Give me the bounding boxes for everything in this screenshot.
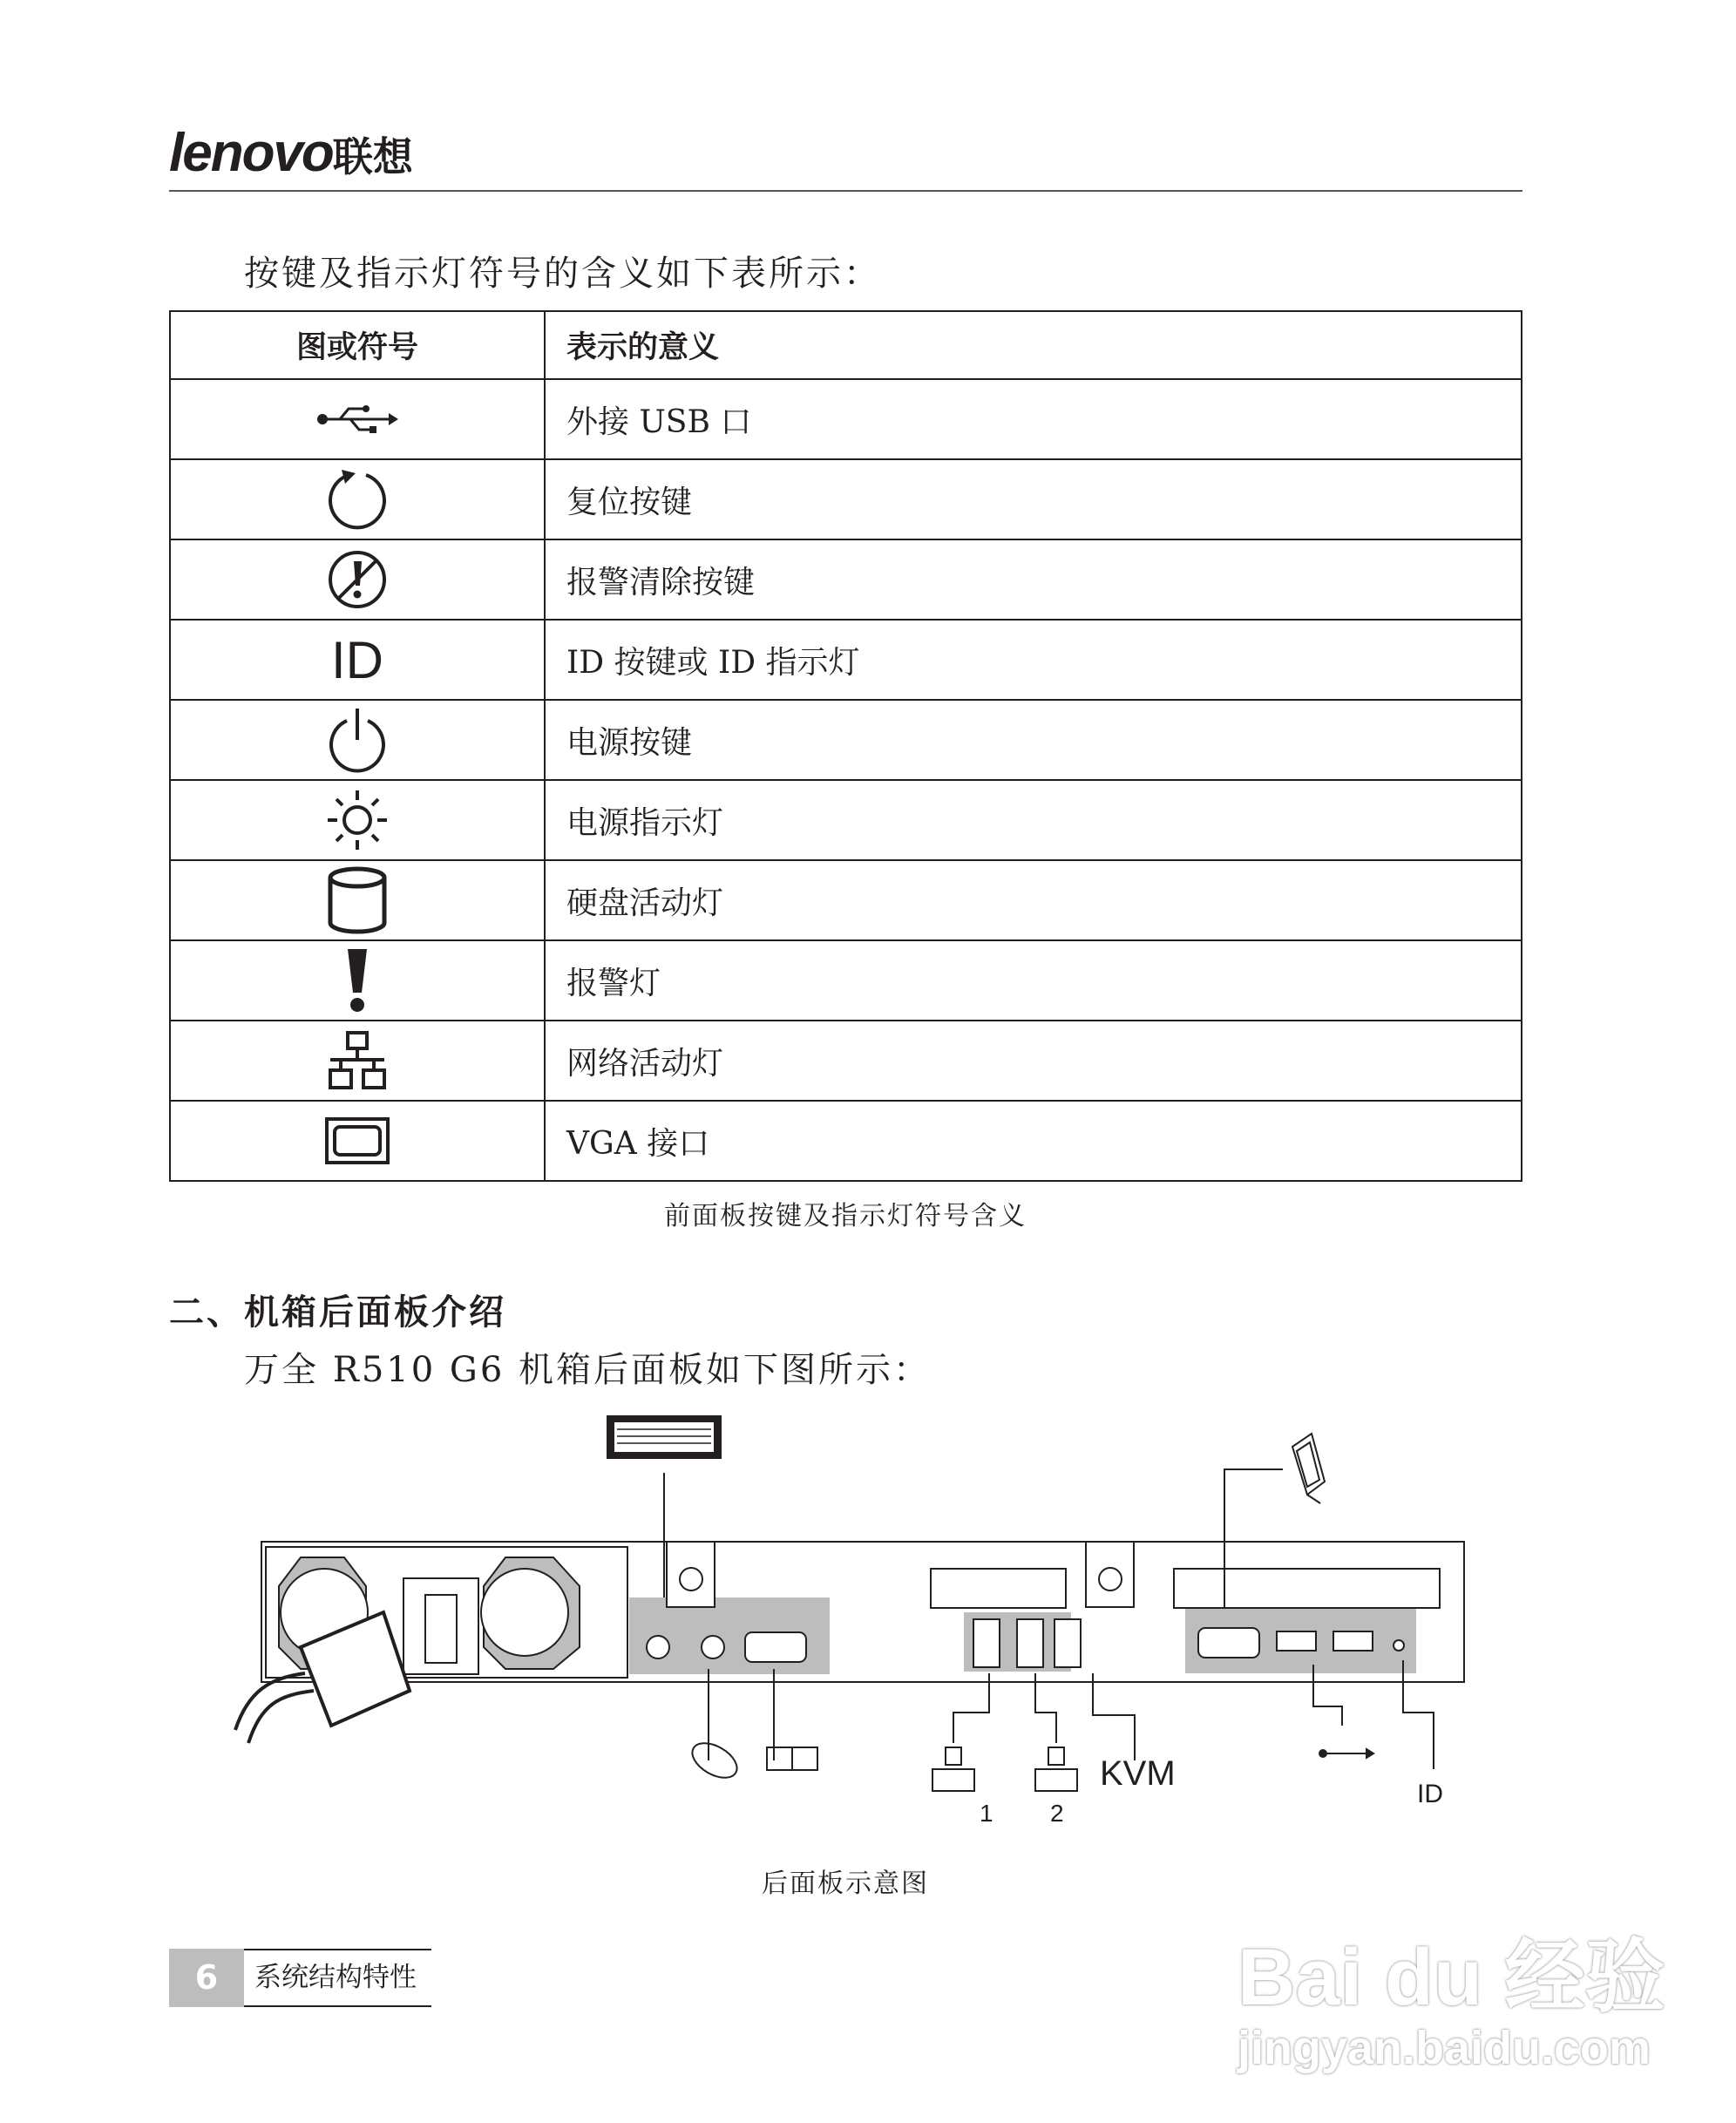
id-icon: ID — [170, 620, 545, 700]
meaning: 报警灯 — [545, 940, 1522, 1021]
lan-computer-icon — [932, 1747, 974, 1791]
header-meaning: 表示的意义 — [545, 311, 1522, 379]
keyboard-icon — [607, 1416, 721, 1458]
meaning: VGA 接口 — [545, 1101, 1522, 1181]
kvm-label: KVM — [1100, 1754, 1176, 1793]
watermark-line2: jingyan.baidu.com — [1238, 2022, 1651, 2074]
lan1-label: 1 — [980, 1800, 993, 1827]
page-number: 6 — [169, 1949, 244, 2007]
meaning: 复位按键 — [545, 459, 1522, 539]
meaning: ID 按键或 ID 指示灯 — [545, 620, 1522, 700]
meaning: 电源指示灯 — [545, 780, 1522, 860]
logo-cn: 联想 — [332, 134, 413, 180]
meaning: 硬盘活动灯 — [545, 860, 1522, 940]
chapter-title: 系统结构特性 — [244, 1949, 431, 2007]
diagram-caption: 后面板示意图 — [762, 1869, 929, 1899]
watermark-line1: Bai du 经验 — [1238, 1933, 1665, 2022]
lan2-label: 2 — [1050, 1800, 1064, 1827]
id-label: ID — [1417, 1780, 1443, 1808]
header-symbol: 图或符号 — [170, 311, 545, 379]
meaning: 外接 USB 口 — [545, 379, 1522, 459]
mouse-icon — [687, 1736, 743, 1785]
section-subtitle: 万全 R510 G6 机箱后面板如下图所示： — [244, 1350, 932, 1390]
meaning: 网络活动灯 — [545, 1021, 1522, 1101]
meaning: 报警清除按键 — [545, 539, 1522, 620]
monitor-icon — [1292, 1434, 1325, 1503]
logo-text: lenovo — [169, 123, 333, 183]
section-title: 二、机箱后面板介绍 — [169, 1292, 506, 1333]
usb-icon — [1319, 1749, 1373, 1758]
meaning: 电源按键 — [545, 700, 1522, 780]
intro-text: 按键及指示灯符号的含义如下表所示： — [244, 254, 881, 294]
lan-computer-icon — [1035, 1747, 1077, 1791]
table-caption: 前面板按键及指示灯符号含义 — [664, 1201, 1027, 1231]
baidu-watermark — [1238, 1913, 1665, 2075]
chassis — [261, 1542, 1464, 1682]
